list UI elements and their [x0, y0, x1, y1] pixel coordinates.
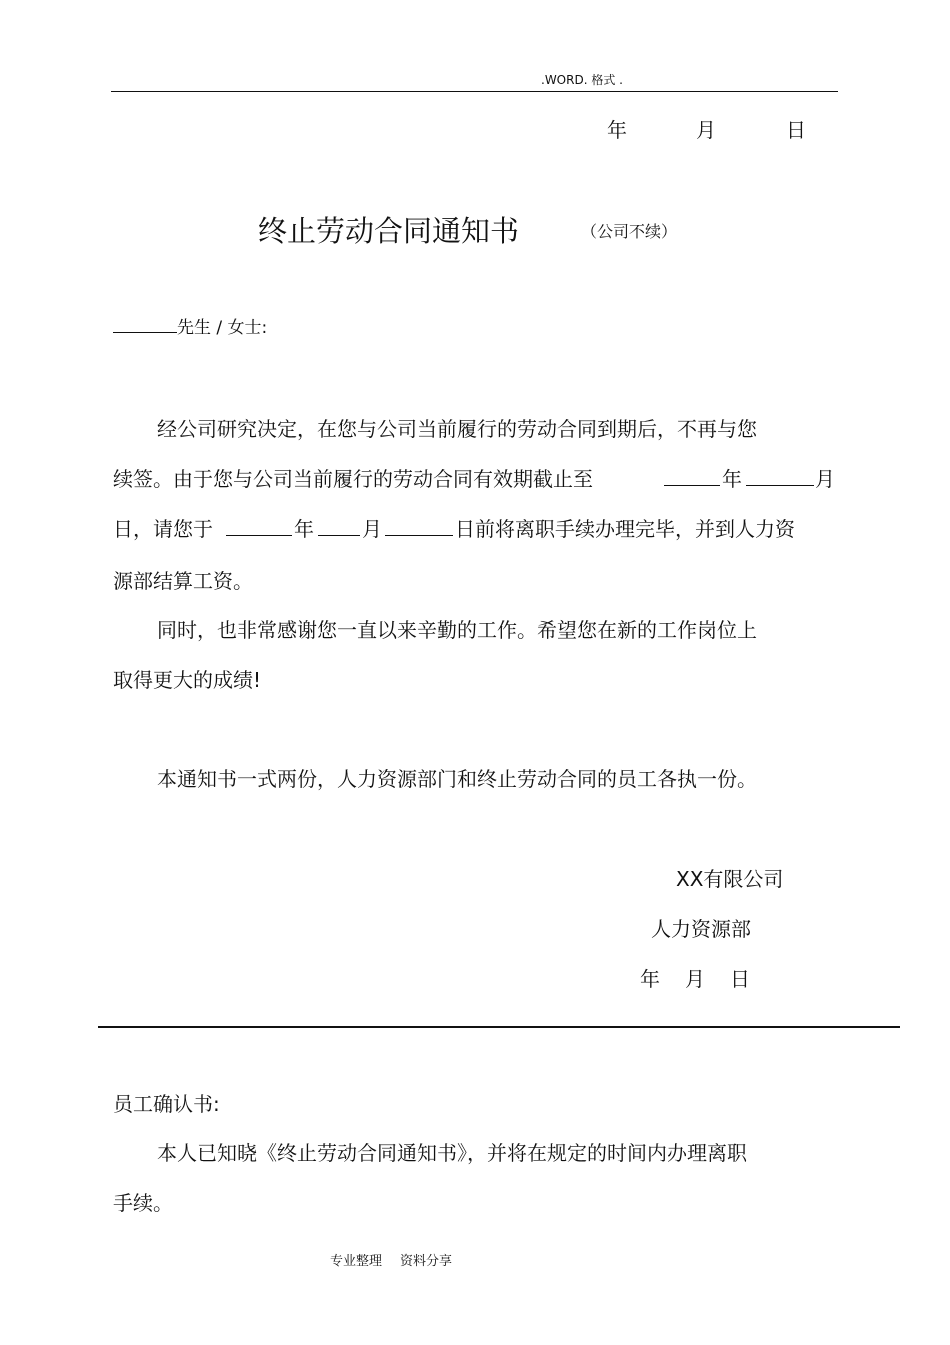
- p1-line4: 源部结算工资。: [113, 569, 253, 593]
- confirmation-heading: 员工确认书:: [113, 1092, 220, 1116]
- top-date-day: 日: [786, 118, 806, 142]
- expiry-year-blank[interactable]: [664, 467, 720, 486]
- sign-date-month: 月: [685, 967, 705, 991]
- p2-line1: 同时，也非常感谢您一直以来辛勤的工作。希望您在新的工作岗位上: [157, 618, 757, 642]
- footer-left-label: 专业整理: [330, 1254, 383, 1269]
- salutation: [113, 313, 267, 338]
- expiry-year-label: 年: [722, 467, 742, 491]
- p1-line3-end: 日前将离职手续办理完毕，并到人力资: [455, 517, 795, 541]
- confirmation-line2: 手续。: [113, 1191, 173, 1215]
- name-blank[interactable]: [113, 314, 177, 333]
- document-subtitle: （公司不续）: [581, 222, 678, 241]
- deadline-month-label: 月: [362, 517, 382, 541]
- p1-line1: 经公司研究决定，在您与公司当前履行的劳动合同到期后，不再与您: [157, 417, 757, 441]
- section-divider: [98, 1026, 900, 1028]
- confirmation-line1: 本人已知晓《终止劳动合同通知书》，并将在规定的时间内办理离职: [157, 1141, 747, 1165]
- p1-line3-start: 日，请您于: [113, 517, 213, 541]
- document-title: 终止劳动合同通知书: [258, 214, 520, 248]
- top-date-year: 年: [607, 118, 627, 142]
- deadline-year-blank[interactable]: [226, 517, 292, 536]
- salutation-text: 先生 / 女士:: [177, 318, 268, 338]
- deadline-year-label: 年: [294, 517, 314, 541]
- department-name: 人力资源部: [651, 917, 751, 941]
- p3: 本通知书一式两份，人力资源部门和终止劳动合同的员工各执一份。: [157, 767, 757, 791]
- sign-date-year: 年: [640, 967, 660, 991]
- expiry-month-blank[interactable]: [746, 467, 814, 486]
- top-date-month: 月: [696, 118, 716, 142]
- p1-line2: [113, 463, 593, 492]
- company-name: XX有限公司: [676, 867, 784, 891]
- sign-date-day: 日: [730, 967, 750, 991]
- deadline-month-blank[interactable]: [318, 517, 360, 536]
- p2-line2: 取得更大的成绩!: [113, 668, 262, 692]
- p1-line2-text: 续签。由于您与公司当前履行的劳动合同有效期截止至: [113, 467, 593, 491]
- footer-right-label: 资料分享: [400, 1254, 453, 1269]
- deadline-day-blank[interactable]: [385, 517, 453, 536]
- expiry-month-label: 月: [815, 467, 835, 491]
- header-rule: [111, 91, 838, 92]
- page-header-label: .WORD. 格式 .: [541, 73, 623, 87]
